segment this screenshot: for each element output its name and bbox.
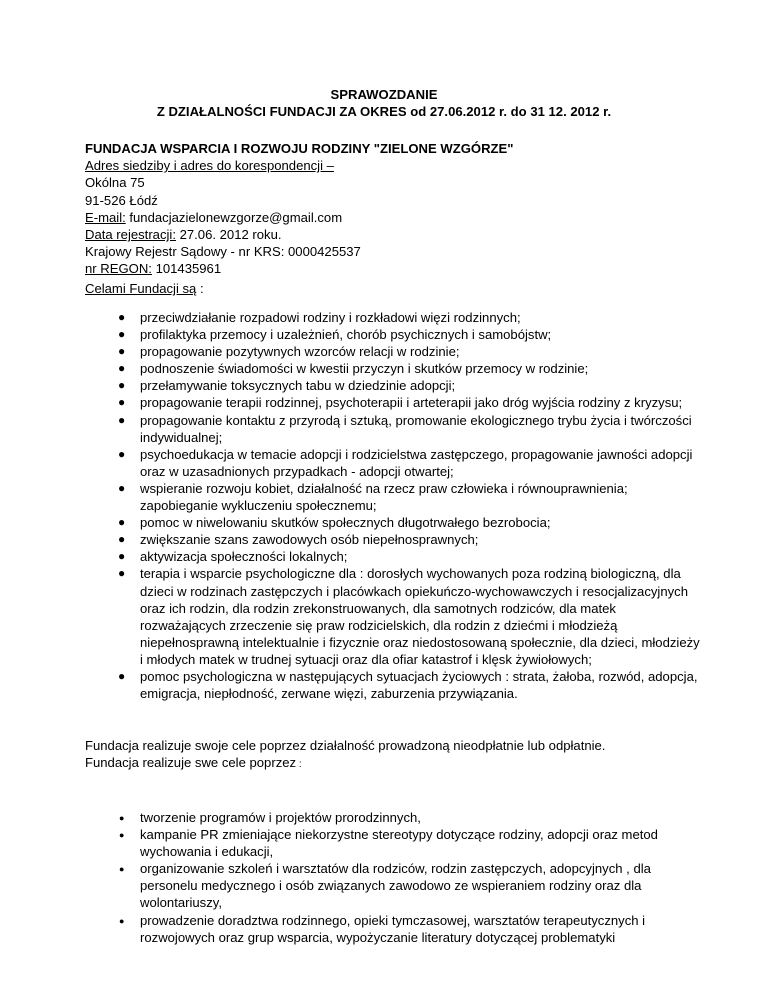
- registration-date: 27.06. 2012 roku.: [175, 227, 282, 243]
- report-title: SPRAWOZDANIE: [330, 87, 438, 102]
- list-item: ● profilaktyka przemocy i uzależnień, chorób psychicznych i samobójstw;: [118, 327, 552, 343]
- list-item: ● przełamywanie toksycznych tabu w dziedzinie adopcji;: [118, 378, 456, 394]
- list-item: ● pomoc w niwelowaniu skutków społecznych długotrwałego bezrobocia;: [118, 515, 551, 531]
- list-item: ● tworzenie programów i projektów prorodzinnych,: [140, 809, 700, 826]
- aims-label: Celami Fundacji są: [85, 281, 197, 296]
- bullet-icon: ●: [118, 378, 126, 393]
- registration-line: [85, 226, 705, 243]
- list-item: ● przeciwdziałanie rozpadowi rodziny i rozkładowi więzi rodzinnych;: [118, 310, 521, 325]
- bullet-icon: ●: [118, 515, 126, 530]
- realization-line-2: Fundacja realizuje swe cele poprzez :: [85, 755, 302, 771]
- bullet-icon: ●: [119, 830, 125, 841]
- list-item: ● organizowanie szkoleń i warsztatów dla rodziców, rodzin zastępczych, adopcyjnych , dla personelu medycznego i osób związanych zawodowo ze wspieraniem rodziny oraz dla wolontariuszy,: [119, 861, 651, 911]
- report-subtitle: Z DZIAŁALNOŚCI FUNDACJI ZA OKRES od 27.06.2012 r. do 31 12. 2012 r.: [156, 104, 612, 119]
- bullet-icon: ●: [118, 566, 126, 581]
- registration-label: Data rejestracji:: [85, 227, 176, 243]
- bullet-icon: ●: [118, 549, 126, 564]
- realization-line-1: Fundacja realizuje swoje cele poprzez działalność prowadzoną nieodpłatnie lub odpłatnie.: [85, 738, 606, 753]
- list-item: ● kampanie PR zmieniające niekorzystne stereotypy dotyczące rodziny, adopcji oraz metod wychowania i edukacji,: [119, 827, 658, 860]
- list-item: ● prowadzenie doradztwa rodzinnego, opieki tymczasowej, warsztatów terapeutycznych i rozwojowych oraz grup wsparcia, wypożyczanie literatury dotyczącej problematyki: [119, 912, 646, 945]
- email-address[interactable]: fundacjazielonewzgorze@gmail.com: [125, 209, 343, 225]
- methods-list: [119, 809, 700, 946]
- bullet-icon: ●: [118, 344, 126, 359]
- bullet-icon: ●: [119, 813, 125, 823]
- bullet-icon: ●: [118, 446, 126, 461]
- realization-paragraph: [85, 737, 705, 773]
- email-line: [85, 209, 705, 226]
- list-item: ● aktywizacja społeczności lokalnych;: [118, 549, 348, 565]
- list-item: ● propagowanie kontaktu z przyrodą i sztuką, promowanie ekologicznego trybu życia i twórczości indywidualnej;: [118, 412, 692, 445]
- bullet-icon: ●: [118, 327, 126, 342]
- aims-heading: [85, 280, 204, 297]
- bullet-icon: ●: [118, 668, 126, 683]
- list-item: ● propagowanie terapii rodzinnej, psychoterapii i arteterapii jako dróg wyjścia rodziny z kryzysu;: [118, 395, 683, 411]
- bullet-icon: ●: [118, 310, 126, 324]
- regon-label: nr REGON:: [85, 261, 152, 277]
- list-item: ● pomoc psychologiczna w następujących sytuacjach życiowych : strata, żałoba, rozwód, adopcja, emigracja, niepłodność, zerwane więzi, zaburzenia przywiązania.: [118, 668, 698, 702]
- list-item: ● terapia i wsparcie psychologiczne dla : dorosłych wychowanych poza rodziną biologiczną, dla dzieci w rodzinach zastępczych i placówkach opiekuńczo-wychowawczych i resocjalizacyjnych oraz ich rodzin, dla rodzin zrekonstruowanych, dla samotnych rodziców, dla matek rozważających zrzeczenie się praw rodzicielskich, dla rodzin z dziećmi i młodzieżą niepełnosprawną intelektualnie i fizycznie oraz niedostosowaną społecznie, dla dzieci, młodzieży i młodych matek w trudnej sytuacji oraz dla ofiar katastrof i klęsk żywiołowych;: [118, 566, 700, 667]
- address-heading: [85, 157, 705, 174]
- list-item: ● podnoszenie świadomości w kwestii przyczyn i skutków przemocy w rodzinie;: [118, 361, 589, 377]
- list-item: ● propagowanie pozytywnych wzorców relacji w rodzinie;: [118, 344, 460, 360]
- city: 91-526 Łódź: [85, 192, 158, 208]
- bullet-icon: ●: [118, 412, 126, 427]
- list-item: ● psychoedukacja w temacie adopcji i rodzicielstwa zastępczego, propagowanie jawności adopcji oraz w uzasadnionych przypadkach - adopcji otwartej;: [118, 446, 693, 479]
- aims-list: [118, 309, 700, 702]
- list-item: ● zwiększanie szans zawodowych osób niepełnosprawnych;: [118, 532, 479, 548]
- foundation-info: [85, 140, 705, 278]
- bullet-icon: ●: [118, 532, 126, 547]
- bullet-icon: ●: [119, 915, 125, 926]
- list-item: ● wspieranie rozwoju kobiet, działalność na rzecz praw człowieka i równouprawnienia; zapobieganie wykluczeniu społecznemu;: [118, 480, 628, 514]
- aims-suffix: :: [196, 281, 204, 296]
- bullet-icon: ●: [118, 395, 126, 410]
- address-label: Adres siedziby i adres do korespondencji –: [85, 158, 334, 174]
- krs-line: Krajowy Rejestr Sądowy - nr KRS: 0000425537: [85, 244, 361, 260]
- regon-line: [85, 260, 705, 277]
- regon-value: 101435961: [151, 261, 222, 277]
- foundation-name: FUNDACJA WSPARCIA I ROZWOJU RODZINY "ZIELONE WZGÓRZE": [85, 141, 514, 156]
- bullet-icon: ●: [118, 480, 126, 495]
- bullet-icon: ●: [119, 864, 125, 875]
- street: Okólna 75: [85, 175, 145, 191]
- email-label: E-mail:: [85, 209, 126, 225]
- bullet-icon: ●: [118, 361, 126, 376]
